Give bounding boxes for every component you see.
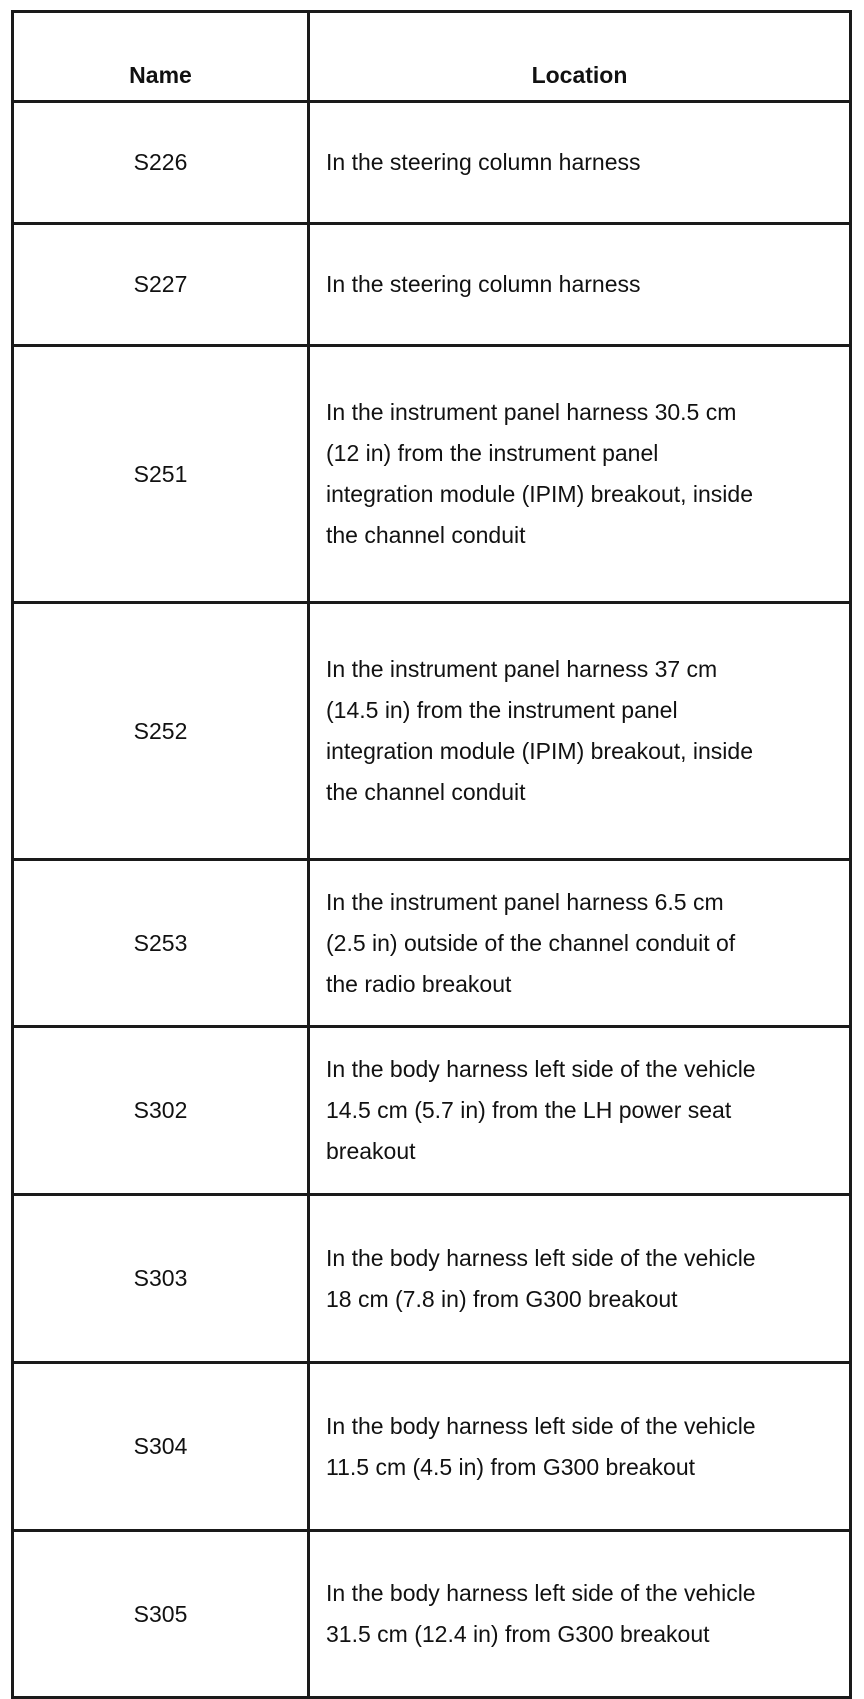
header-row (13, 12, 851, 102)
row-location: In the instrument panel harness 37 cm (14.5 in) from the instrument panel integration module (IPIM) breakout, inside the channel conduit (309, 603, 851, 860)
splice-location-table (11, 10, 852, 1699)
row-name: S227 (13, 224, 309, 346)
row-name: S252 (13, 603, 309, 860)
row-name: S303 (13, 1195, 309, 1363)
table-row (13, 1195, 851, 1363)
table-row (13, 1027, 851, 1195)
table-row (13, 860, 851, 1027)
row-name: S226 (13, 102, 309, 224)
row-location: In the body harness left side of the vehicle 14.5 cm (5.7 in) from the LH power seat breakout (309, 1027, 851, 1195)
row-name: S302 (13, 1027, 309, 1195)
row-name: S305 (13, 1531, 309, 1698)
row-location: In the body harness left side of the vehicle 18 cm (7.8 in) from G300 breakout (309, 1195, 851, 1363)
row-name: S253 (13, 860, 309, 1027)
row-location: In the body harness left side of the vehicle 11.5 cm (4.5 in) from G300 breakout (309, 1363, 851, 1531)
table-row (13, 1531, 851, 1698)
row-location: In the steering column harness (309, 224, 851, 346)
table-row (13, 102, 851, 224)
table-row (13, 224, 851, 346)
row-name: S251 (13, 346, 309, 603)
row-name: S304 (13, 1363, 309, 1531)
row-location: In the steering column harness (309, 102, 851, 224)
header-location: Location (309, 12, 851, 102)
table-row (13, 603, 851, 860)
table-row (13, 1363, 851, 1531)
row-location: In the instrument panel harness 30.5 cm (12 in) from the instrument panel integration module (IPIM) breakout, inside the channel conduit (309, 346, 851, 603)
row-location: In the body harness left side of the vehicle 31.5 cm (12.4 in) from G300 breakout (309, 1531, 851, 1698)
header-name: Name (13, 12, 309, 102)
row-location: In the instrument panel harness 6.5 cm (2.5 in) outside of the channel conduit of the radio breakout (309, 860, 851, 1027)
table-row (13, 346, 851, 603)
